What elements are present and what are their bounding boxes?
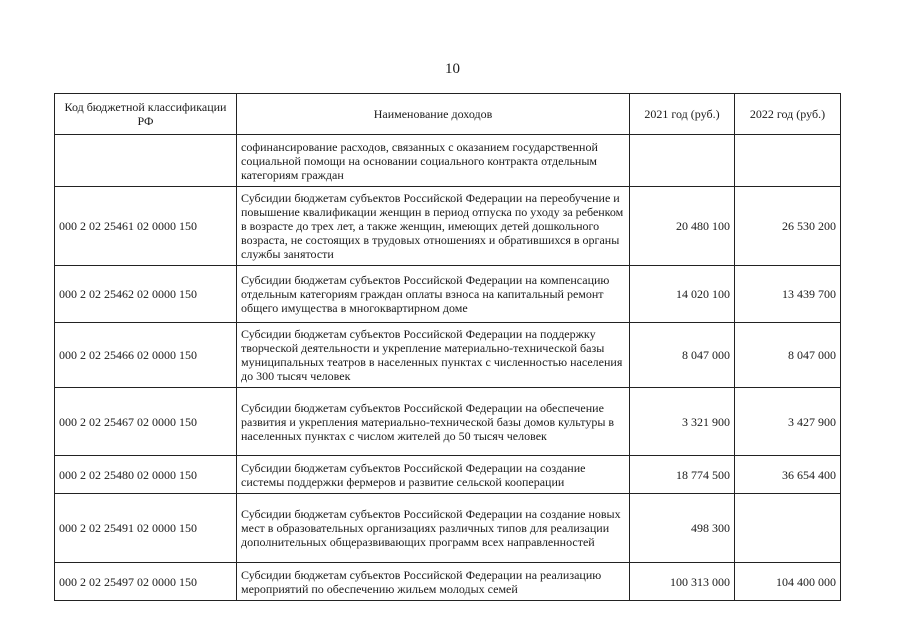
row-name: софинансирование расходов, связанных с оказанием государственной социальной помощи на основании социального контракта отдельным категориям граждан: [237, 135, 630, 187]
row-value-2022: [735, 135, 841, 187]
row-name: Субсидии бюджетам субъектов Российской Федерации на обеспечение развития и укрепления материально-технической базы домов культуры в населенных пунктах с числом жителей до 50 тысяч человек: [237, 388, 630, 456]
row-value-2021: 8 047 000: [630, 323, 735, 388]
header-year-2022: 2022 год (руб.): [735, 94, 841, 135]
table-row: [55, 494, 841, 563]
row-value-2021: [630, 135, 735, 187]
table-row: [55, 563, 841, 601]
row-value-2021: 18 774 500: [630, 456, 735, 494]
row-code: [55, 135, 237, 187]
row-code: 000 2 02 25466 02 0000 150: [55, 323, 237, 388]
row-value-2022: 13 439 700: [735, 266, 841, 323]
header-code: Код бюджетной классификации РФ: [55, 94, 237, 135]
table-header-row: [55, 94, 841, 135]
page-number: 10: [445, 61, 460, 77]
row-code: 000 2 02 25462 02 0000 150: [55, 266, 237, 323]
row-value-2022: 8 047 000: [735, 323, 841, 388]
row-value-2022: 104 400 000: [735, 563, 841, 601]
row-name: Субсидии бюджетам субъектов Российской Федерации на компенсацию отдельным категориям граждан оплаты взноса на капитальный ремонт общего имущества в многоквартирном доме: [237, 266, 630, 323]
row-name: Субсидии бюджетам субъектов Российской Федерации на переобучение и повышение квалификации женщин в период отпуска по уходу за ребенком в возрасте до трех лет, а также женщин, имеющих детей дошкольного возраста, не состоящих в трудовых отношениях и обратившихся в органы службы занятости: [237, 187, 630, 266]
row-value-2022: 36 654 400: [735, 456, 841, 494]
row-value-2021: 20 480 100: [630, 187, 735, 266]
header-year-2021: 2021 год (руб.): [630, 94, 735, 135]
table-row: [55, 135, 841, 187]
budget-income-table: [54, 93, 841, 601]
row-code: 000 2 02 25497 02 0000 150: [55, 563, 237, 601]
row-name: Субсидии бюджетам субъектов Российской Федерации на создание системы поддержки фермеров и развитие сельской кооперации: [237, 456, 630, 494]
header-name: Наименование доходов: [237, 94, 630, 135]
row-name: Субсидии бюджетам субъектов Российской Федерации на реализацию мероприятий по обеспечению жильем молодых семей: [237, 563, 630, 601]
row-value-2022: 26 530 200: [735, 187, 841, 266]
table-row: [55, 187, 841, 266]
row-code: 000 2 02 25491 02 0000 150: [55, 494, 237, 563]
row-code: 000 2 02 25480 02 0000 150: [55, 456, 237, 494]
row-name: Субсидии бюджетам субъектов Российской Федерации на поддержку творческой деятельности и укрепление материально-технической базы муниципальных театров в населенных пунктах с численностью населения до 300 тысяч человек: [237, 323, 630, 388]
row-value-2021: 14 020 100: [630, 266, 735, 323]
table-row: [55, 266, 841, 323]
table-row: [55, 323, 841, 388]
row-value-2021: 100 313 000: [630, 563, 735, 601]
row-code: 000 2 02 25467 02 0000 150: [55, 388, 237, 456]
row-code: 000 2 02 25461 02 0000 150: [55, 187, 237, 266]
row-value-2021: 498 300: [630, 494, 735, 563]
row-name: Субсидии бюджетам субъектов Российской Федерации на создание новых мест в образовательных организациях различных типов для реализации дополнительных общеразвивающих программ всех направленностей: [237, 494, 630, 563]
table-row: [55, 456, 841, 494]
table-row: [55, 388, 841, 456]
row-value-2021: 3 321 900: [630, 388, 735, 456]
row-value-2022: 3 427 900: [735, 388, 841, 456]
row-value-2022: [735, 494, 841, 563]
